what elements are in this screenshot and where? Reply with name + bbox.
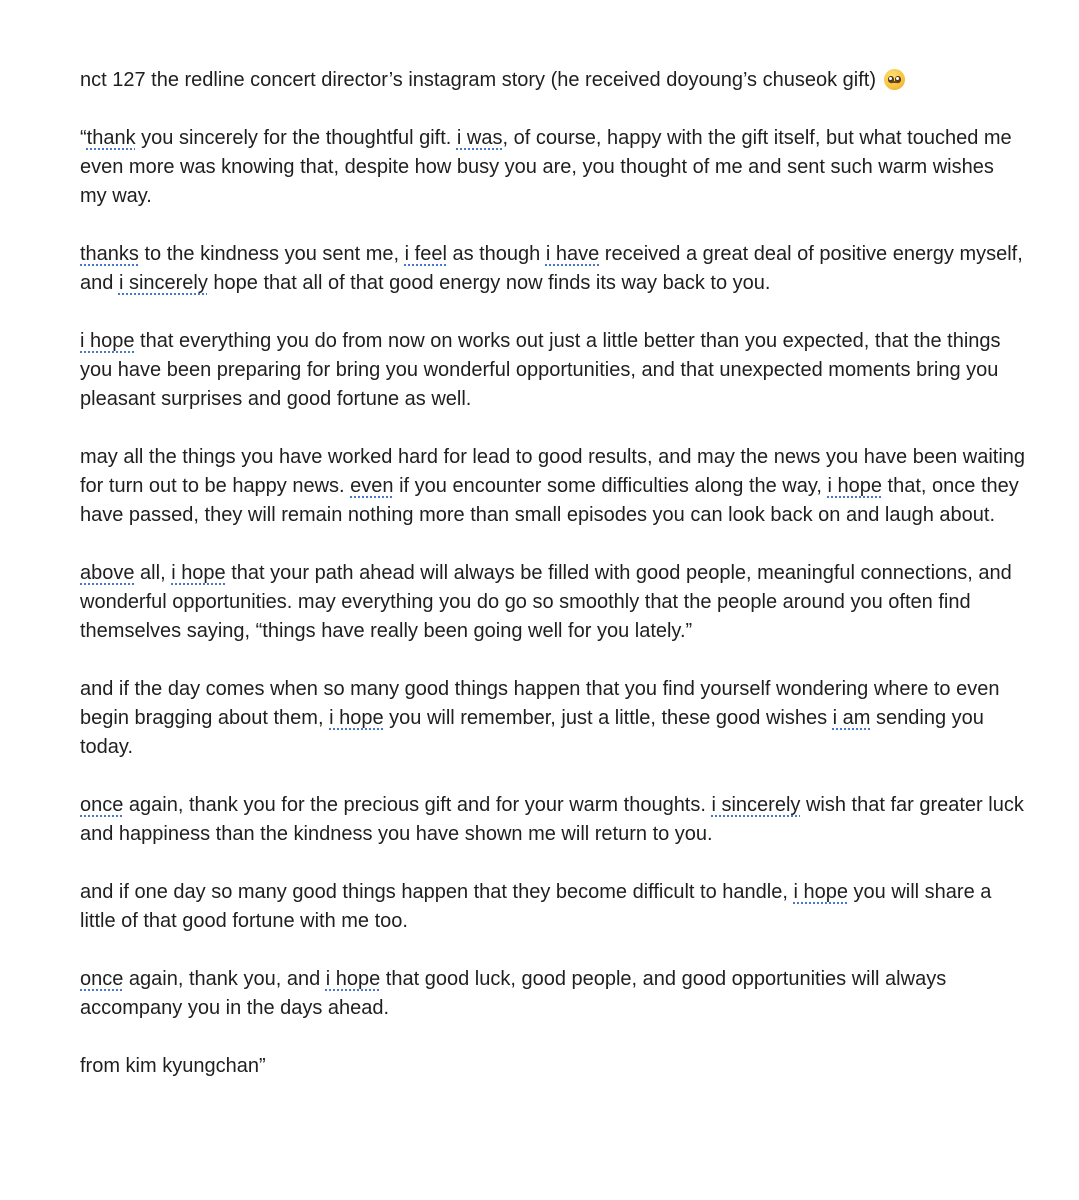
paragraph-text: and if one day so many good things happen that they become difficult to handle, (80, 881, 794, 903)
paragraph-text: if you encounter some difficulties along the way, (393, 475, 828, 497)
paragraph-text: sending you today. (80, 707, 984, 758)
paragraph-text: that good luck, good people, and good opportunities will always accompany you in the days ahead. (80, 968, 947, 1019)
spellcheck-flagged-word: thank (86, 127, 136, 149)
paragraph-text: wish that far greater luck and happiness than the kindness you have shown me will return to you. (80, 794, 1024, 845)
spellcheck-flagged-word: i have (545, 243, 600, 265)
document-heading (80, 66, 1025, 95)
paragraph-text: as though (446, 243, 546, 265)
spellcheck-flagged-word: i hope (80, 330, 135, 352)
paragraph (80, 124, 1025, 211)
spellcheck-flagged-word: i hope (171, 562, 226, 584)
spellcheck-flagged-word: i sincerely (118, 272, 208, 294)
spellcheck-flagged-word: i hope (827, 475, 882, 497)
paragraph-text: you will share a little of that good fortune with me too. (80, 881, 992, 932)
spellcheck-flagged-word: i was (456, 127, 503, 149)
paragraph-text: and if the day comes when so many good things happen that you find yourself wondering where to even begin bragging about them, (80, 678, 1000, 729)
paragraph-text: “ (80, 127, 87, 149)
spellcheck-flagged-word: even (350, 475, 394, 497)
paragraph (80, 240, 1025, 298)
pleading-face-icon (884, 69, 905, 90)
paragraph (80, 443, 1025, 530)
paragraph-text: that, once they have passed, they will remain nothing more than small episodes you can look back on and laugh about. (80, 475, 1019, 526)
spellcheck-flagged-word: i hope (329, 707, 384, 729)
paragraph (80, 791, 1025, 849)
paragraph-text: to the kindness you sent me, (138, 243, 405, 265)
spellcheck-flagged-word: once (80, 794, 124, 816)
paragraph-text: again, thank you, and (123, 968, 326, 990)
paragraph (80, 327, 1025, 414)
spellcheck-flagged-word: i feel (404, 243, 447, 265)
paragraph (80, 965, 1025, 1023)
paragraph-text: may all the things you have worked hard for lead to good results, and may the news you have been waiting for turn out to be happy news. (80, 446, 1026, 497)
spellcheck-flagged-word: i am (832, 707, 871, 729)
spellcheck-flagged-word: thanks (80, 243, 139, 265)
paragraph (80, 878, 1025, 936)
spellcheck-flagged-word: once (80, 968, 124, 990)
paragraph (80, 559, 1025, 646)
paragraph-text: , of course, happy with the gift itself, but what touched me even more was knowing that, despite how busy you are, you thought of me and sent such warm wishes my way. (80, 127, 1012, 207)
spellcheck-flagged-word: i hope (793, 881, 848, 903)
heading-text: nct 127 the redline concert director’s instagram story (he received doyoung’s chuseok gift) (80, 69, 876, 91)
paragraph-text: hope that all of that good energy now finds its way back to you. (207, 272, 771, 294)
paragraph-text: that your path ahead will always be filled with good people, meaningful connections, and wonderful opportunities. may everything you do go so smoothly that the people around you often find themselves saying, “things have really been going well for you lately.” (80, 562, 1012, 642)
paragraph (80, 1052, 1025, 1081)
paragraph-text: that everything you do from now on works out just a little better than you expected, that the things you have been preparing for bring you wonderful opportunities, and that unexpected moments bring you pleasant surprises and good fortune as well. (80, 330, 1001, 410)
paragraph-text: all, (134, 562, 172, 584)
paragraph-text: from kim kyungchan” (80, 1055, 266, 1077)
paragraph-list (80, 124, 1025, 1081)
document-body (80, 66, 1025, 1110)
paragraph (80, 675, 1025, 762)
paragraph-text: you sincerely for the thoughtful gift. (135, 127, 457, 149)
paragraph-text: you will remember, just a little, these good wishes (383, 707, 833, 729)
spellcheck-flagged-word: above (80, 562, 135, 584)
paragraph-text: received a great deal of positive energy myself, and (80, 243, 1023, 294)
spellcheck-flagged-word: i sincerely (711, 794, 801, 816)
spellcheck-flagged-word: i hope (325, 968, 381, 990)
paragraph-text: again, thank you for the precious gift and for your warm thoughts. (123, 794, 712, 816)
